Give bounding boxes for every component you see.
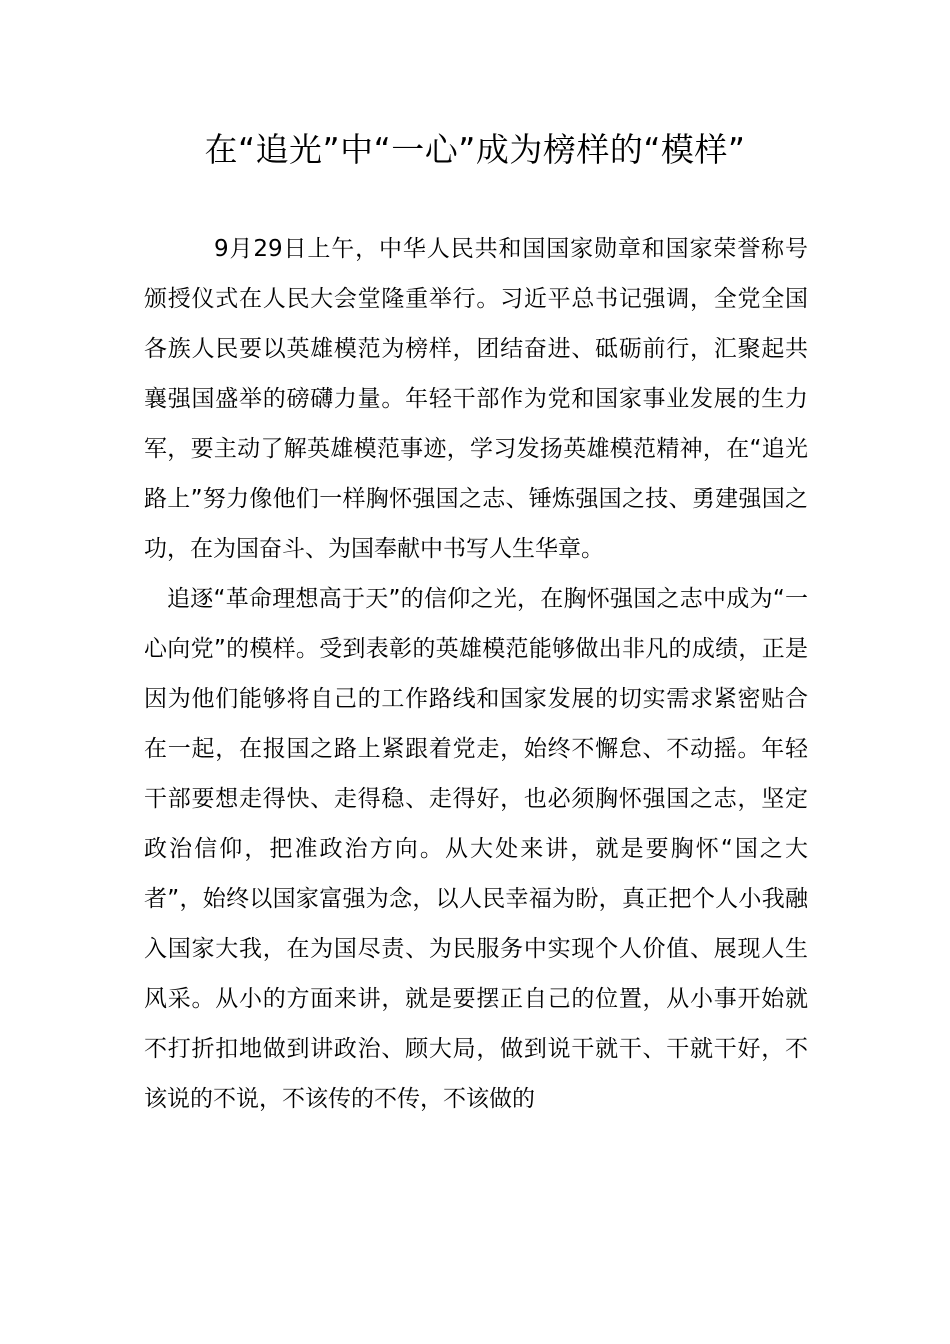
paragraph-1: 9月29日上午，中华人民共和国国家勋章和国家荣誉称号颁授仪式在人民大会堂隆重举行。习近平总书记强调，全党全国各族人民要以英雄模范为榜样，团结奋进、砥砺前行，汇聚起共襄强国盛举的磅礴力量。年轻干部作为党和国家事业发展的生力军，要主动了解英雄模范事迹，学习发扬英雄模范精神，在“追光路上”努力像他们一样胸怀强国之志、锤炼强国之技、勇建强国之功，在为国奋斗、为国奉献中书写人生华章。 [144, 236, 808, 562]
document-title: 在“追光”中“一心”成为榜样的“模样” [204, 130, 746, 169]
document-body [144, 224, 808, 1124]
paragraph-2: 追逐“革命理想高于天”的信仰之光，在胸怀强国之志中成为“一心向党”的模样。受到表彰的英雄模范能够做出非凡的成绩，正是因为他们能够将自己的工作路线和国家发展的切实需求紧密贴合在一起，在报国之路上紧跟着党走，始终不懈怠、不动摇。年轻干部要想走得快、走得稳、走得好，也必须胸怀强国之志，坚定政治信仰，把准政治方向。从大处来讲，就是要胸怀“国之大者”，始终以国家富强为念，以人民幸福为盼，真正把个人小我融入国家大我，在为国尽责、为民服务中实现个人价值、展现人生风采。从小的方面来讲，就是要摆正自己的位置，从小事开始就不打折扣地做到讲政治、顾大局，做到说干就干、干就干好，不该说的不说，不该传的不传，不该做的 [144, 586, 808, 1112]
